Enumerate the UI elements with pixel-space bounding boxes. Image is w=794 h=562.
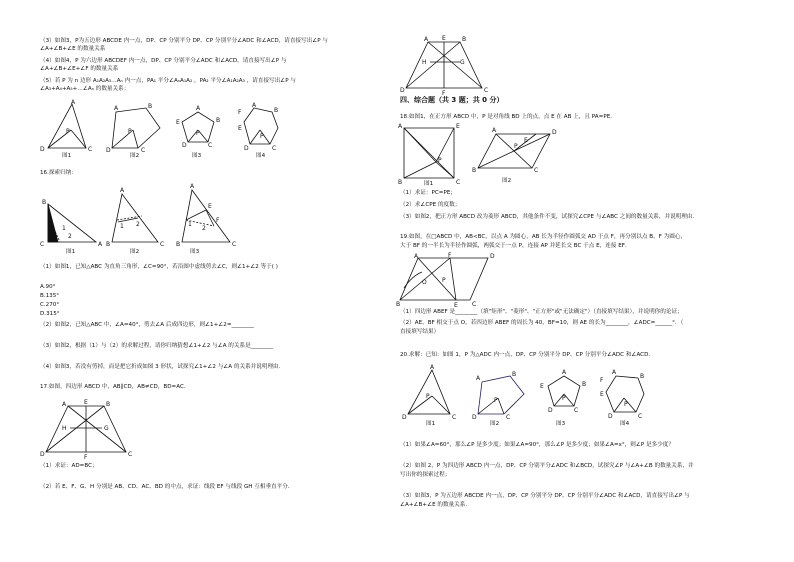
svg-text:B: B bbox=[216, 117, 221, 124]
q17-title: 17.如图，四边形 ABCD 中，AB∥CD，AB≠CD，BD=AC． bbox=[40, 384, 190, 390]
q18-figure-2-caption: 图2 bbox=[502, 178, 512, 184]
q16-figure-1-caption: 图1 bbox=[66, 249, 76, 255]
svg-text:B: B bbox=[42, 199, 47, 206]
q15-figure-3-caption: 图3 bbox=[192, 153, 202, 159]
q18-part3: （3）如图2，把正方形 ABCD 改为菱形 ABCD，其他条件不变，试探究∠CPE 与∠ABC 之间的数量关系，并说明理由. bbox=[400, 214, 695, 220]
svg-text:1: 1 bbox=[120, 223, 124, 230]
q20-part2: （2）如图 2，P 为四边形 ABCD 内一点，DP、CP 分别平分∠ADC 和∠BCD，试探究∠P 与∠A+∠B 的数量关系，并 bbox=[400, 463, 694, 469]
q20-part2-cont: 写出你的探索过程； bbox=[400, 472, 451, 478]
svg-text:C: C bbox=[456, 179, 461, 186]
svg-text:1: 1 bbox=[62, 225, 66, 232]
q19-part2: （2）AE、BF 相交于点 O，若四边形 ABEF 的周长为 40，BF=10，则 AE 的长为________，∠ADC=______°．（ bbox=[400, 320, 684, 326]
svg-text:D: D bbox=[490, 253, 495, 260]
option-c: C.270° bbox=[40, 302, 60, 308]
svg-text:B: B bbox=[512, 371, 517, 378]
q15-part5-cont: ∠A₃+A₄+A₅+…∠Aₙ 的数量关系： bbox=[40, 86, 130, 92]
q18-title: 18.如图1，在正方形 ABCD 中，P 是对角线 BD 上的点，点 E 在 AB 上，且 PA=PE． bbox=[400, 114, 616, 120]
svg-text:E: E bbox=[238, 125, 242, 132]
svg-text:E: E bbox=[84, 399, 88, 406]
svg-text:A: A bbox=[196, 105, 201, 112]
svg-text:A: A bbox=[414, 253, 419, 260]
q19-part2-cont: 直接填写结果） bbox=[400, 329, 440, 335]
svg-text:P: P bbox=[438, 157, 442, 164]
svg-text:C: C bbox=[506, 414, 511, 421]
q20-part3-cont: ∠A+∠B+∠E 的数量关系． bbox=[400, 502, 471, 508]
q20-figure-3-caption: 图3 bbox=[556, 421, 566, 427]
q15-part5: （5）若 P 为 n 边形 A₁A₂A₃…Aₙ 内一点，PA₁ 平分∠AₙA₁A₂ ，PA₂ 平分∠A₁A₂A₃ ，请直接写出∠P 与 bbox=[40, 78, 296, 84]
q17-figure bbox=[40, 396, 150, 460]
svg-text:P: P bbox=[514, 143, 518, 150]
option-b: B.135° bbox=[40, 293, 60, 299]
svg-text:F: F bbox=[442, 90, 446, 97]
svg-text:D: D bbox=[400, 87, 405, 94]
q15-part4-cont: ∠A+∠B+∠E+∠F 的数量关系 bbox=[40, 66, 119, 72]
q20-figure-2 bbox=[472, 371, 524, 421]
svg-text:D: D bbox=[552, 129, 557, 136]
svg-text:A: A bbox=[612, 369, 617, 376]
svg-text:D: D bbox=[182, 142, 187, 149]
q19-title-cont: 大于 BF 的一半长为半径作圆弧，两弧交于一点 P，连接 AP 并延长交 BC 于点 E，连接 EF． bbox=[400, 243, 631, 249]
q15-figure-4-caption: 图4 bbox=[256, 153, 266, 159]
svg-text:D: D bbox=[244, 145, 249, 152]
svg-text:A: A bbox=[114, 105, 119, 112]
q15-figure-1-caption: 图1 bbox=[62, 153, 72, 159]
svg-text:A: A bbox=[562, 369, 567, 376]
q15-part3-cont: ∠A+∠B+∠E 的数量关系 bbox=[40, 46, 106, 52]
q16-figure-2-caption: 图2 bbox=[130, 249, 140, 255]
svg-text:P: P bbox=[196, 130, 200, 137]
q18-part2: （2）求∠CPE 的度数； bbox=[400, 202, 461, 208]
svg-text:A: A bbox=[492, 127, 497, 134]
q15-figure-2 bbox=[106, 103, 160, 154]
svg-text:P: P bbox=[562, 395, 566, 402]
svg-text:A: A bbox=[430, 364, 435, 371]
q16-figure-1 bbox=[40, 199, 103, 248]
svg-text:A: A bbox=[190, 183, 195, 190]
svg-text:C: C bbox=[40, 241, 45, 248]
q16-figure-3 bbox=[176, 183, 236, 248]
svg-text:B: B bbox=[398, 179, 403, 186]
svg-text:A: A bbox=[71, 99, 76, 106]
q20-title: 20.求解：已知：如图 1，P 为△ADC 内一点，DP、CP 分别平分 DP、CP 分别平分∠ADC 和∠ACD． bbox=[400, 352, 654, 358]
svg-text:P: P bbox=[442, 277, 446, 284]
svg-text:B: B bbox=[148, 103, 153, 110]
svg-text:A: A bbox=[62, 401, 67, 408]
q19-figure bbox=[398, 252, 498, 308]
svg-text:H: H bbox=[422, 59, 427, 66]
q16-part3: （3）如图2，根据（1）与（2）的求解过程，请你归纳猜想∠1+∠2 与∠A 的关系是________ bbox=[40, 343, 274, 349]
svg-text:A: A bbox=[424, 36, 429, 43]
q18-figure-1-caption: 图1 bbox=[424, 181, 434, 187]
svg-text:C: C bbox=[638, 413, 643, 420]
svg-text:A: A bbox=[476, 375, 481, 382]
q15-figures bbox=[38, 100, 298, 160]
q16-figures bbox=[38, 180, 298, 250]
svg-text:2: 2 bbox=[136, 221, 140, 228]
q16-title: 16.探索归纳： bbox=[40, 170, 77, 176]
svg-text:G: G bbox=[104, 425, 109, 432]
q18-figure-1 bbox=[398, 123, 460, 186]
svg-text:D: D bbox=[106, 147, 111, 154]
svg-text:E: E bbox=[600, 391, 604, 398]
svg-text:F: F bbox=[238, 109, 242, 116]
svg-text:O: O bbox=[422, 279, 427, 286]
svg-text:B: B bbox=[462, 36, 467, 43]
q17-part2: （2）若 E、F、G、H 分别是 AB、CD、AC、BD 的中点，求证：线段 EF 与线段 GH 互相垂直平分． bbox=[40, 484, 294, 490]
svg-text:B: B bbox=[176, 241, 181, 248]
svg-text:1: 1 bbox=[188, 221, 192, 228]
svg-text:E: E bbox=[442, 35, 446, 42]
svg-text:2: 2 bbox=[202, 225, 206, 232]
svg-text:E: E bbox=[176, 119, 180, 126]
svg-text:F: F bbox=[216, 217, 220, 224]
option-a: A.90° bbox=[40, 284, 56, 290]
svg-text:C: C bbox=[88, 146, 93, 153]
svg-text:C: C bbox=[534, 167, 539, 174]
q16-part4: （4）如图3，若没有剪掉，而是把它折成如图 3 形状，试探究∠1+∠2 与∠A 的关系并说明理由. bbox=[40, 364, 281, 370]
svg-text:P: P bbox=[66, 128, 70, 135]
svg-text:C: C bbox=[484, 87, 489, 94]
option-d: D.315° bbox=[40, 311, 60, 317]
q19-part1: （1）四边形 ABEF 是________（填"矩形"、"菱形"、"正方形"或"无法确定"）（直接填写结果），并说明你的论证； bbox=[400, 309, 683, 315]
q19-title: 19.如图，在□ABCD 中，AB<BC，以点 A 为圆心，AB 长为半径作圆弧交 AD 于点 F，再分别以点 B、F 为圆心， bbox=[400, 234, 687, 240]
svg-text:F: F bbox=[448, 252, 452, 259]
q16-figure-3-caption: 图3 bbox=[190, 249, 200, 255]
q20-part1: （1）如果∠A=60°，那么∠P 是多少度；如果∠A=90°，那么∠P 是多少度；如果∠A=x°，则∠P 是多少度？ bbox=[400, 442, 674, 448]
svg-text:B: B bbox=[582, 381, 587, 388]
svg-text:E: E bbox=[454, 302, 458, 309]
q20-figure-2-caption: 图2 bbox=[490, 421, 500, 427]
svg-text:D: D bbox=[608, 413, 613, 420]
svg-text:A: A bbox=[120, 187, 125, 194]
svg-text:B: B bbox=[640, 373, 645, 380]
q15-figure-3 bbox=[176, 105, 220, 149]
q16-part1: （1）如图1，已知△ABC 为直角三角形，∠C=90°，若沿图中虚线剪去∠C，则∠1+∠2 等于( ) bbox=[40, 264, 278, 270]
svg-text:D: D bbox=[40, 146, 45, 153]
svg-text:2: 2 bbox=[68, 233, 72, 240]
svg-text:G: G bbox=[460, 59, 465, 66]
svg-text:C: C bbox=[128, 451, 133, 458]
q15-part4: （4）如图4，P 为六边形 ABCDEF 内一点，DP、CP 分别平分∠ADC 和∠ACD，请直接写出∠P 与 bbox=[40, 58, 287, 64]
q20-figure-1 bbox=[402, 364, 456, 421]
svg-text:B: B bbox=[472, 167, 477, 174]
svg-text:C: C bbox=[472, 301, 477, 308]
q17-figure-repeat bbox=[400, 36, 500, 96]
svg-text:P: P bbox=[494, 397, 498, 404]
svg-text:E: E bbox=[540, 383, 544, 390]
q15-figure-1 bbox=[40, 99, 92, 153]
q20-part3: （3）如图3，P 为五边形 ABCDE 内一点，DP、CP 分别平分 DP、CP 分别平分∠ADC 和∠ACD，请直接写出∠P 与 bbox=[400, 493, 690, 499]
svg-text:E: E bbox=[524, 137, 528, 144]
svg-text:C: C bbox=[452, 414, 457, 421]
svg-text:C: C bbox=[232, 241, 237, 248]
svg-text:B: B bbox=[106, 241, 111, 248]
svg-text:F: F bbox=[600, 377, 604, 384]
svg-text:P: P bbox=[260, 133, 264, 140]
svg-text:A: A bbox=[98, 241, 103, 248]
svg-text:E: E bbox=[456, 123, 460, 130]
svg-text:E: E bbox=[208, 203, 212, 210]
svg-text:C: C bbox=[272, 145, 277, 152]
q17-part1: （1）求证：AD=BC； bbox=[40, 463, 98, 469]
svg-text:D: D bbox=[40, 451, 45, 458]
q16-figure-2 bbox=[106, 187, 164, 248]
svg-text:C: C bbox=[141, 147, 146, 154]
svg-text:B: B bbox=[396, 301, 401, 308]
svg-text:F: F bbox=[84, 454, 88, 461]
svg-text:C: C bbox=[574, 407, 579, 414]
svg-text:P: P bbox=[624, 401, 628, 408]
svg-text:D: D bbox=[548, 407, 553, 414]
q15-figure-2-caption: 图2 bbox=[130, 153, 140, 159]
svg-text:P: P bbox=[426, 393, 430, 400]
q15-part3: （3）如图3，P为五边形 ABCDE 内一点，DP、CP 分别平分 DP、CP 分别平分∠ADC 和∠ACD，请直接写出∠P 与 bbox=[40, 38, 328, 44]
q16-part2: （2）如图2，已知△ABC 中，∠A=40°，剪去∠A 后成四边形，则∠1+∠2=________ bbox=[40, 322, 254, 328]
svg-text:H: H bbox=[62, 425, 67, 432]
q20-figure-4-caption: 图4 bbox=[620, 421, 630, 427]
q18-part1: （1）求证：PC=PE； bbox=[400, 190, 456, 196]
q20-figure-3 bbox=[540, 369, 586, 414]
q20-figure-1-caption: 图1 bbox=[426, 421, 436, 427]
q18-figure-2 bbox=[472, 127, 557, 174]
svg-text:A: A bbox=[398, 123, 403, 130]
svg-text:A: A bbox=[252, 102, 257, 109]
q15-figure-4 bbox=[238, 102, 278, 152]
svg-text:B: B bbox=[274, 107, 279, 114]
q20-figure-4 bbox=[600, 369, 644, 420]
svg-text:B: B bbox=[106, 401, 111, 408]
svg-text:P: P bbox=[128, 128, 132, 135]
section-title: 四、综合题（共 3 题；共 0 分） bbox=[400, 96, 504, 104]
svg-text:C: C bbox=[208, 142, 213, 149]
svg-text:C: C bbox=[160, 241, 165, 248]
svg-text:D: D bbox=[472, 414, 477, 421]
q18-figures bbox=[396, 122, 576, 188]
svg-text:D: D bbox=[402, 414, 407, 421]
